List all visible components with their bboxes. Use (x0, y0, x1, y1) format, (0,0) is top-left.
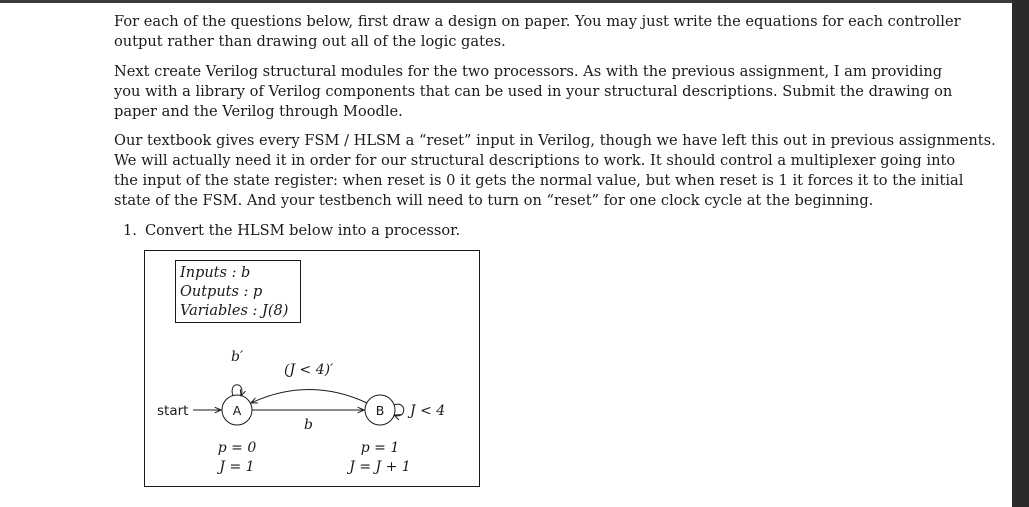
b-to-a-arrow (251, 390, 367, 404)
question-1 (123, 221, 460, 241)
b-to-a-label: (J < 4)′ (284, 362, 334, 378)
question-text: Convert the HLSM below into a processor. (144, 222, 461, 239)
a-to-b-label: b (304, 417, 313, 433)
question-number: 1. (123, 222, 137, 239)
paragraph-line: For each of the questions below, first draw a design on paper. You may just write the equations for each controller (114, 13, 961, 30)
hlsm-diagram (144, 250, 480, 487)
state-b-action: J = J + 1 (349, 459, 411, 475)
a-self-loop (232, 385, 242, 396)
paragraph-line: output rather than drawing out all of the logic gates. (114, 33, 506, 50)
paragraph-line: state of the FSM. And your testbench will need to turn on “reset” for one clock cycle at the beginning. (114, 192, 874, 209)
state-a-label: A (232, 403, 242, 418)
declaration-outputs: Outputs : p (180, 284, 263, 300)
a-self-loop-label: b′ (231, 349, 244, 365)
state-a-action: J = 1 (219, 459, 255, 475)
paragraph-reset (114, 131, 996, 211)
state-b-action: p = 1 (360, 440, 400, 456)
state-a-action: p = 0 (217, 440, 257, 456)
paragraph-line: the input of the state register: when reset is 0 it gets the normal value, but when reset is 1 it forces it to the initial (114, 172, 964, 189)
start-label: start (157, 403, 189, 419)
paragraph-line: Our textbook gives every FSM / HLSM a “reset” input in Verilog, though we have left this out in previous assignments. (114, 132, 996, 149)
declaration-inputs: Inputs : b (180, 265, 251, 281)
scrollbar-track[interactable] (1012, 0, 1029, 507)
declaration-variables: Variables : J(8) (180, 303, 289, 319)
paragraph-line: We will actually need it in order for our structural descriptions to work. It should control a multiplexer going into (114, 152, 956, 169)
paragraph-line: you with a library of Verilog components that can be used in your structural descriptions. Submit the drawing on (114, 83, 953, 100)
b-self-loop-label: J < 4 (410, 403, 446, 419)
top-border (0, 0, 1012, 3)
paragraph-line: paper and the Verilog through Moodle. (114, 103, 403, 120)
paragraph-instructions (114, 12, 961, 52)
paragraph-verilog (114, 62, 953, 122)
state-b-label: B (375, 403, 385, 418)
paragraph-line: Next create Verilog structural modules for the two processors. As with the previous assignment, I am providing (114, 63, 943, 80)
